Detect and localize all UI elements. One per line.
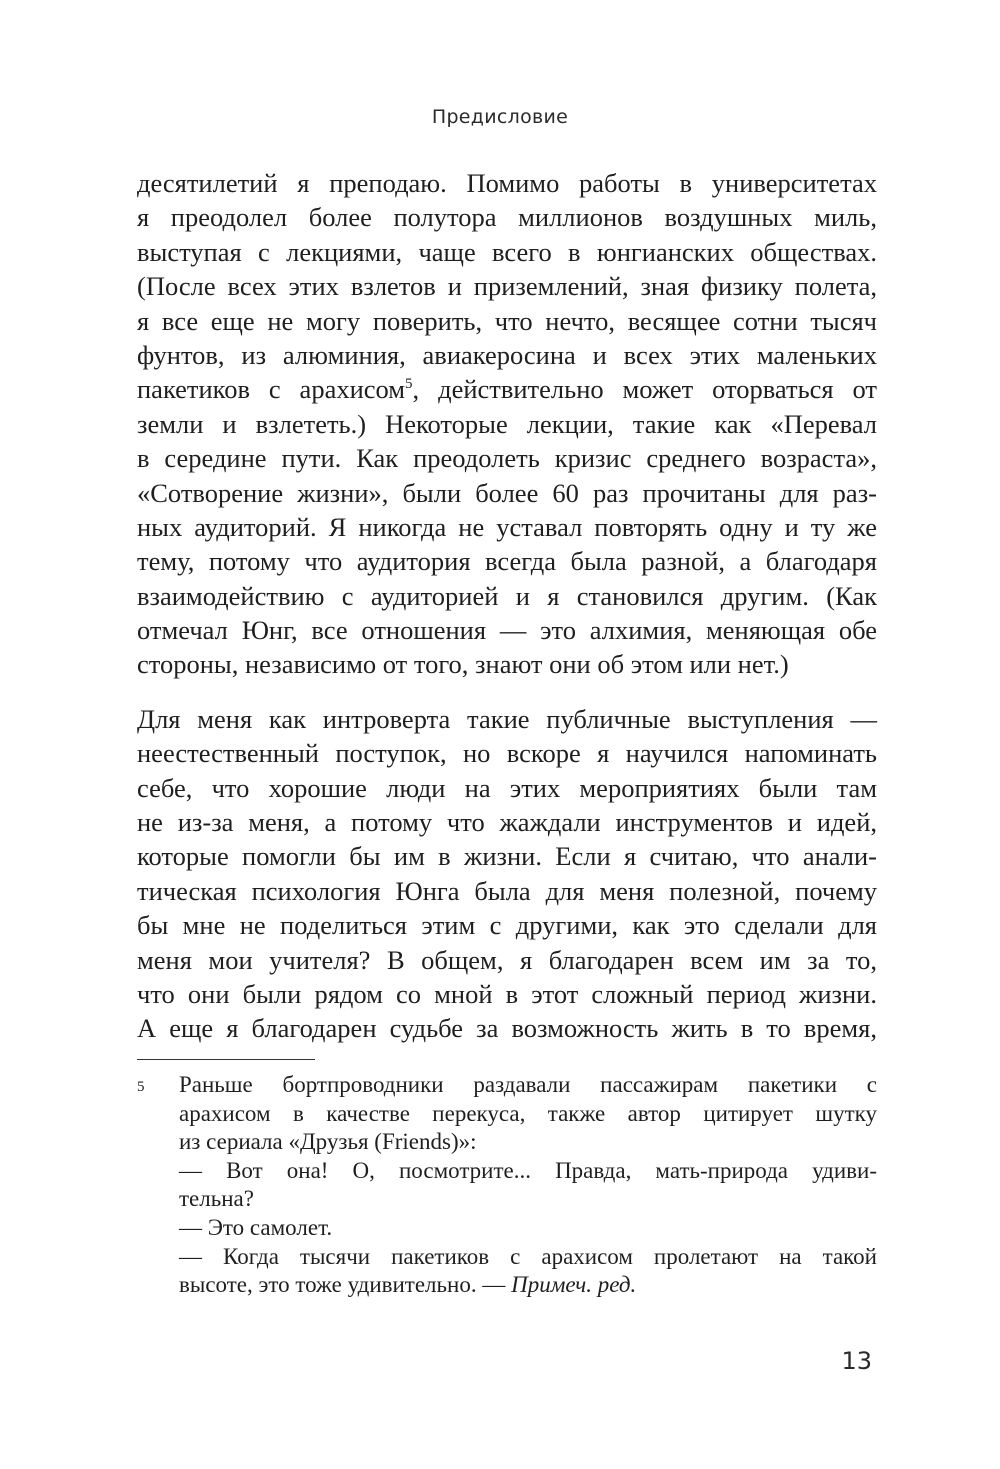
text-line: (После всех этих взлетов и приземлений, зная физику полета,	[137, 271, 877, 302]
footnote-line: тельна?	[179, 1186, 254, 1212]
paragraph-1	[137, 166, 877, 682]
footnote-line: — Это самолет.	[179, 1214, 333, 1240]
text-line: выступая с лекциями, чаще всего в юнгианских обществах.	[137, 236, 877, 267]
text-fragment: пакетиков с арахисом	[137, 374, 406, 405]
footnote-line-last	[179, 1271, 877, 1300]
text-line: которые помогли бы им в жизни. Если я считаю, что анали-	[137, 841, 877, 872]
footnote-number: 5	[137, 1079, 145, 1095]
text-line: стороны, независимо от того, знают они об этом или нет.)	[137, 649, 789, 680]
text-line: отмечал Юнг, все отношения — это алхимия, меняющая обе	[137, 615, 877, 646]
text-line: десятилетий я преподаю. Помимо работы в университетах	[137, 168, 877, 198]
footnote-line: арахисом в качестве перекуса, также автор цитирует шутку	[179, 1100, 877, 1126]
text-line: в середине пути. Как преодолеть кризис среднего возраста»,	[137, 443, 877, 474]
text-line: ных аудиторий. Я никогда не уставал повторять одну и ту же	[137, 511, 877, 542]
page-number: 13	[841, 1347, 872, 1375]
paragraph-2	[137, 702, 877, 1046]
footnote-separator	[137, 1059, 315, 1060]
text-line: бы мне не поделиться этим с другими, как это сделали для	[137, 910, 877, 941]
text-line: фунтов, из алюминия, авиакеросина и всех этих маленьких	[137, 339, 877, 370]
footnote-text: высоте, это тоже удивительно. —	[179, 1272, 512, 1298]
text-line: «Сотворение жизни», были более 60 раз прочитаны для раз-	[137, 477, 877, 508]
text-line: А еще я благодарен судьбе за возможность жить в то время,	[137, 1013, 877, 1044]
text-line: Для меня как интроверта такие публичные выступления —	[137, 703, 877, 734]
text-line: тему, потому что аудитория всегда была разной, а благодаря	[137, 546, 877, 577]
text-line: меня мои учителя? В общем, я благодарен всем им за то,	[137, 944, 877, 975]
text-line: не из-за меня, а потому что жаждали инструментов и идей,	[137, 807, 877, 838]
editor-note: Примеч. ред.	[511, 1272, 637, 1298]
text-line: земли и взлететь.) Некоторые лекции, такие как «Перевал	[137, 408, 877, 439]
text-line: я все еще не могу поверить, что нечто, весящее сотни тысяч	[137, 305, 877, 336]
text-line: тическая психология Юнга была для меня полезной, почему	[137, 875, 877, 906]
footnote-body	[179, 1071, 877, 1300]
text-fragment: , действительно может оторваться от	[412, 374, 877, 405]
footnote-line: — Когда тысячи пакетиков с арахисом пролетают на такой	[179, 1243, 877, 1269]
footnote-reference[interactable]: 5	[405, 376, 413, 393]
text-line: я преодолел более полутора миллионов воздушных миль,	[137, 202, 877, 233]
footnote-line: — Вот она! О, посмотрите... Правда, мать-природа удиви-	[179, 1157, 877, 1183]
text-line: что они были рядом со мной в этот сложный период жизни.	[137, 978, 877, 1009]
paragraph-gap	[137, 682, 877, 702]
footnote	[137, 1071, 877, 1300]
running-head: Предисловие	[431, 106, 569, 128]
text-line: неестественный поступок, но вскоре я научился напоминать	[137, 738, 877, 769]
text-line: взаимодействию с аудиторией и я становился другим. (Как	[137, 580, 877, 611]
text-line-with-footnote-ref	[137, 372, 877, 406]
footnote-line: Раньше бортпроводники раздавали пассажирам пакетики с	[179, 1072, 877, 1097]
text-line: себе, что хорошие люди на этих мероприятиях были там	[137, 772, 877, 803]
body-text	[137, 166, 877, 1046]
footnote-line: из сериала «Друзья (Friends)»:	[179, 1129, 477, 1155]
